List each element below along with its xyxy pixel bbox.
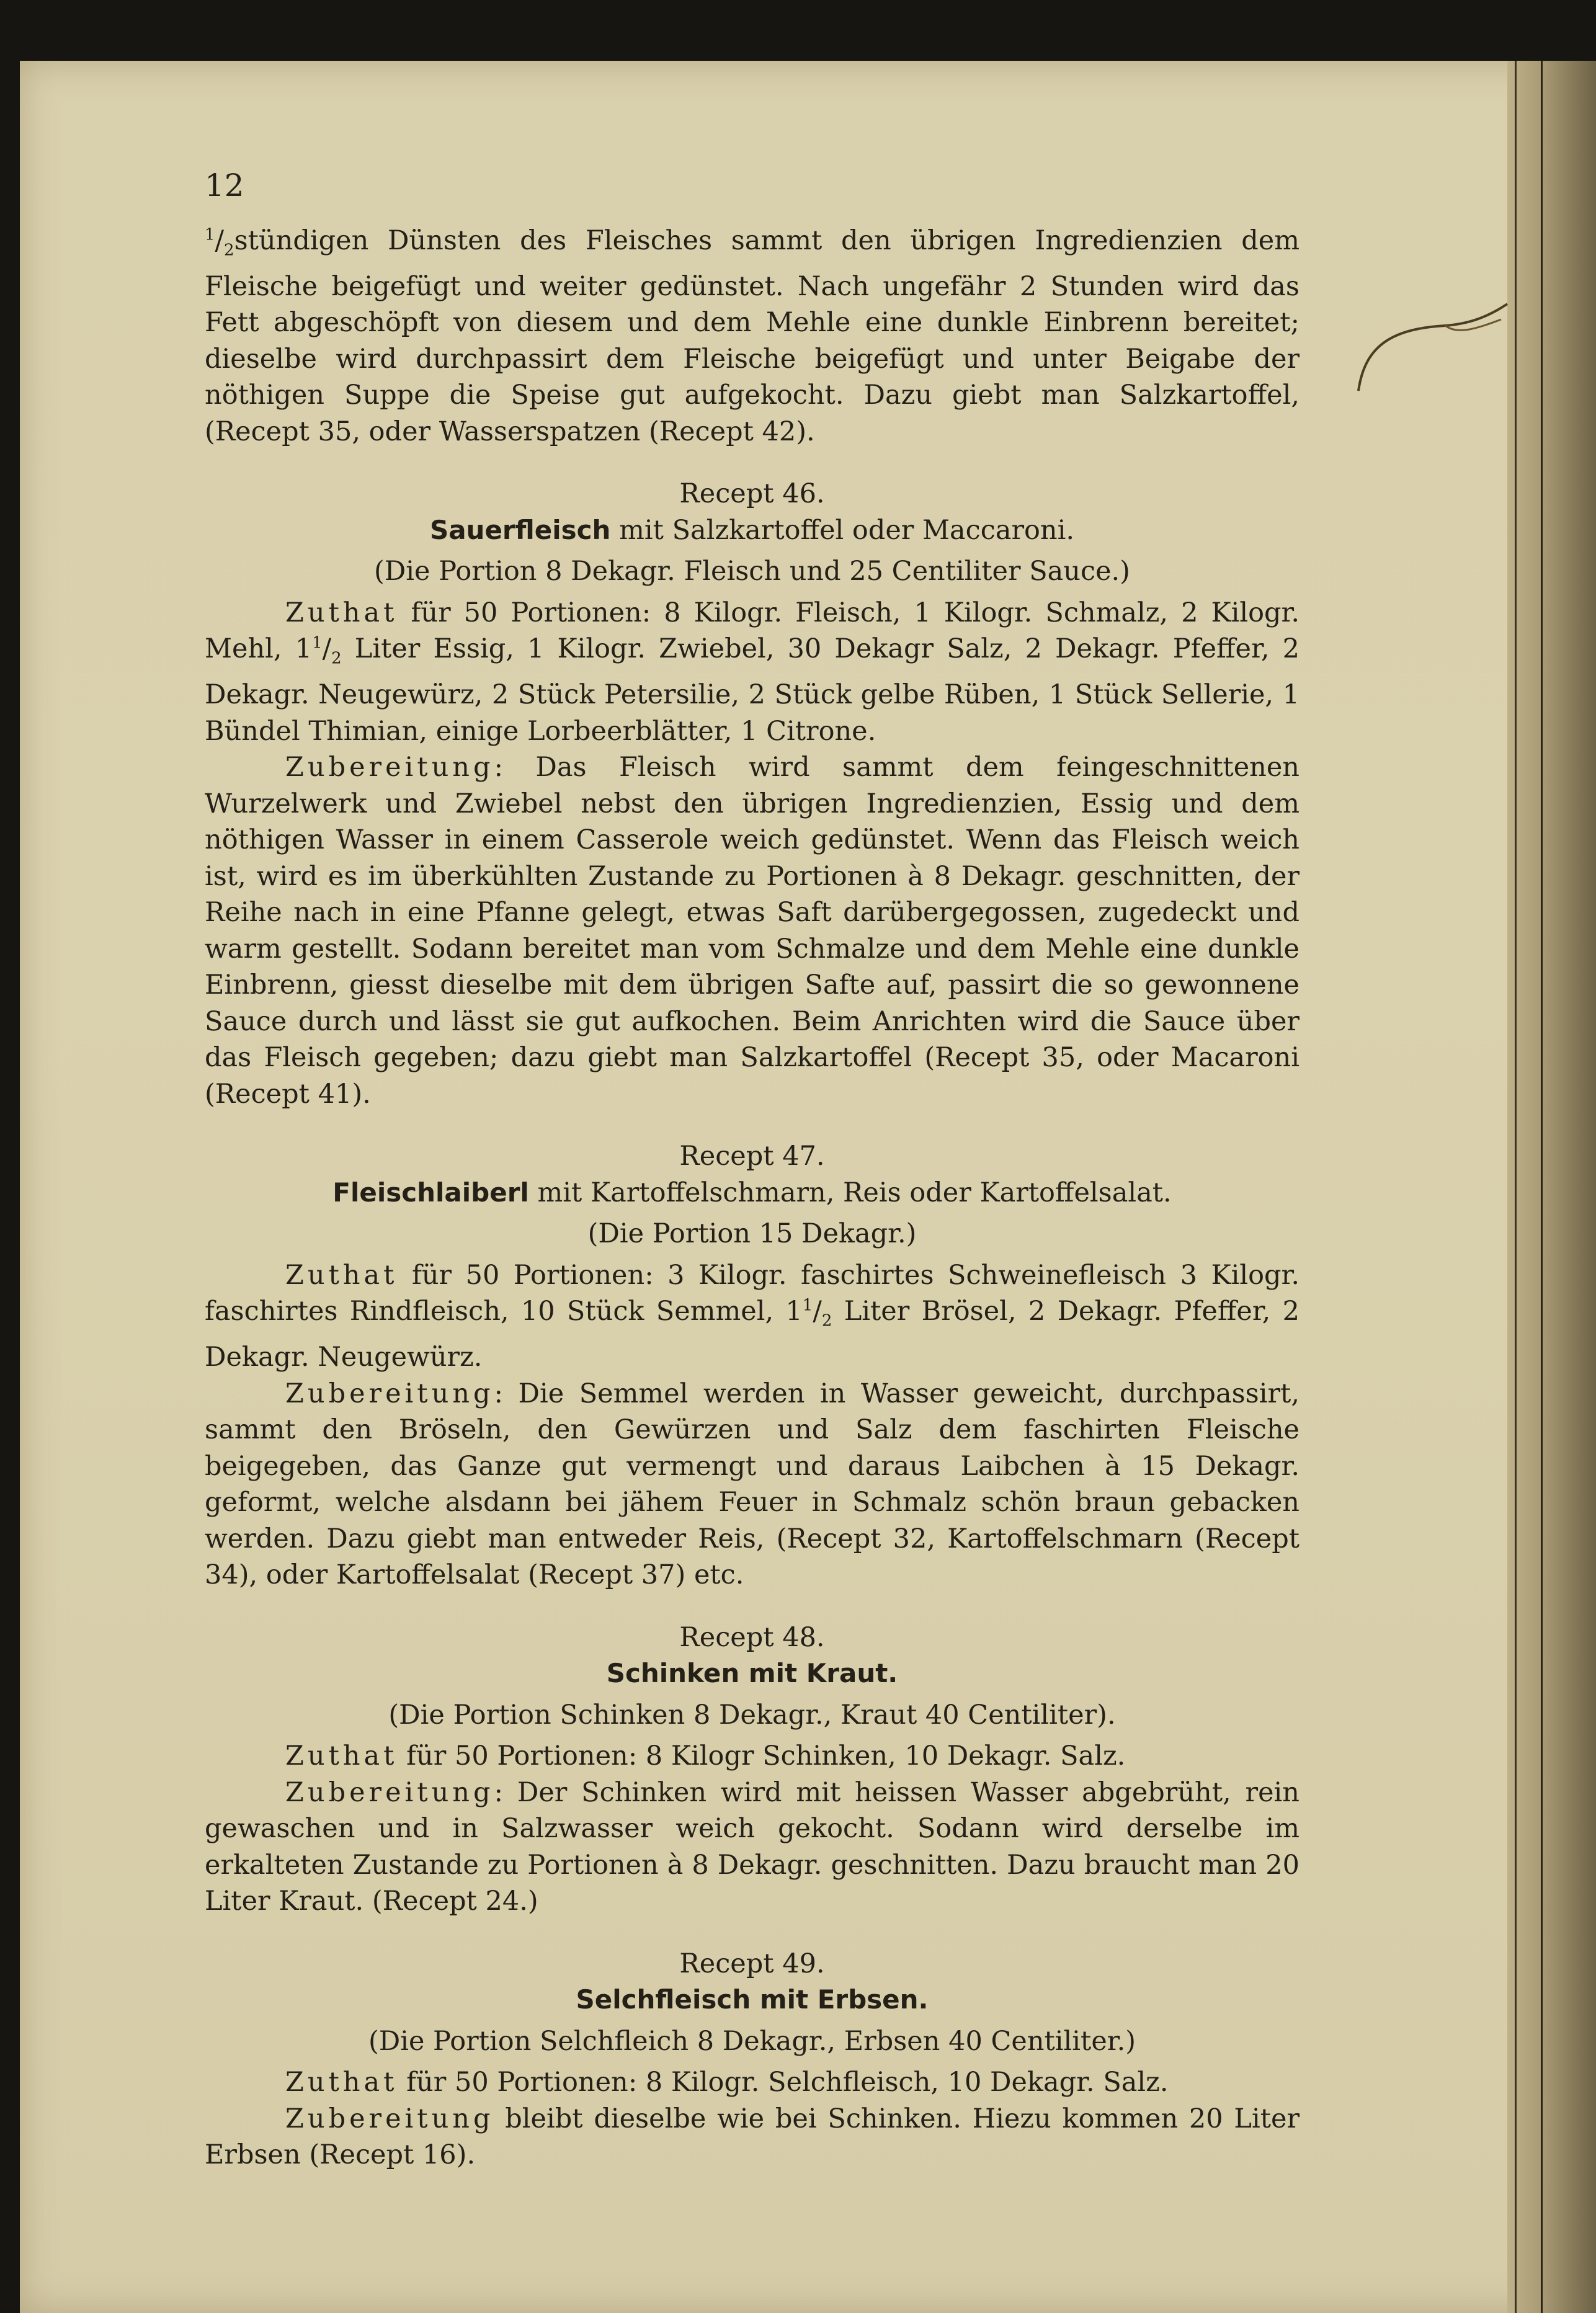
zubereitung-label: Zubereitung [285, 1776, 494, 1808]
zuthat-text-cont: Liter Essig, 1 Kilogr. Zwiebel, 30 Dekagr Salz, 2 Dekagr. Pfeffer, 2 Dekagr. Neugewürz, 2 Stück Petersilie, 2 Stück gelbe Rüben, 1 Stück Sellerie, 1 Bündel Thimian, einige Lorbeerblätter, 1 Citrone. [205, 633, 1300, 747]
recipe-zuthat: Zuthat für 50 Portionen: 8 Kilogr. Fleisch, 1 Kilogr. Schmalz, 2 Kilogr. Mehl, $1^1/_2$ Liter Essig, 1 Kilogr. Zwiebel, 30 Dekagr Salz, 2 Dekagr. Pfeffer, 2 Dekagr. Neugewürz, 2 Stück Petersilie, 2 Stück gelbe Rüben, 1 Stück Sellerie, 1 Bündel Thimian, einige Lorbeerblätter, 1 Citrone. [205, 597, 1300, 747]
recipe-title [205, 1656, 1300, 1692]
zubereitung-text: bleibt dieselbe wie bei Schinken. Hiezu kommen 20 Liter Erbsen (Recept 16). [205, 2103, 1300, 2171]
page-edge [1507, 61, 1596, 2313]
zuthat-text: für 50 Portionen: 8 Kilogr Schinken, 10 Dekagr. Salz. [398, 1740, 1126, 1772]
zuthat-label: Zuthat [285, 597, 398, 628]
recipe-portion: (Die Portion Schinken 8 Dekagr., Kraut 40 Centiliter). [388, 1699, 1116, 1731]
zubereitung-label: Zubereitung [285, 2103, 494, 2134]
recipe-zuthat [205, 1738, 1300, 1775]
recipe-portion: (Die Portion 8 Dekagr. Fleisch und 25 Centiliter Sauce.) [374, 556, 1130, 587]
recipe-number: Recept 49. [679, 1948, 825, 1979]
zubereitung-text: : Die Semmel werden in Wasser geweicht, durchpassirt, sammt den Bröseln, den Gewürzen und Salz dem faschirten Fleische beigegeben, das Ganze gut vermengt und daraus Laibchen à 15 Dekagr. geformt, welche alsdann bei jähem Feuer in Schmalz schön braun gebacken werden. Dazu giebt man entweder Reis, (Recept 32, Kartoffelschmarn (Recept 34), oder Kartoffelsalat (Recept 37) etc. [205, 1378, 1300, 1591]
recipe-portion: (Die Portion 15 Dekagr.) [587, 1218, 917, 1250]
recipe-title [205, 1175, 1300, 1211]
zubereitung-text: : Der Schinken wird mit heissen Wasser abgebrüht, rein gewaschen und in Salzwasser weich gekocht. Sodann wird derselbe im erkalteten Zustande zu Portionen à 8 Dekagr. geschnitten. Dazu braucht man 20 Liter Kraut. (Recept 24.) [205, 1776, 1300, 1917]
recipe-title [205, 512, 1300, 549]
recipe-zuthat [205, 2064, 1300, 2101]
recipe-zuthat: Zuthat für 50 Portionen: 3 Kilogr. faschirtes Schweinefleisch 3 Kilogr. faschirtes Rindfleisch, 10 Stück Semmel, $1^1/_2$ Liter Brösel, 2 Dekagr. Pfeffer, 2 Dekagr. Neugewürz. [205, 1259, 1300, 1373]
zuthat-label: Zuthat [285, 1740, 398, 1772]
zuthat-text: für 50 Portionen: 3 Kilogr. faschirtes Schweinefleisch 3 Kilogr. faschirtes Rindfleisch, 10 Stück Semmel, 1 [205, 1259, 1300, 1327]
recipe-number: Recept 48. [679, 1621, 825, 1653]
recipe [205, 1620, 1300, 1920]
recipe-zubereitung [205, 1775, 1300, 1920]
zuthat-label: Zuthat [285, 1259, 398, 1291]
recipe-number: Recept 47. [679, 1141, 825, 1172]
recipe-title-bold: Schinken mit Kraut. [606, 1658, 898, 1689]
page-number: 12 [205, 167, 244, 203]
zuthat-text-cont: Liter Brösel, 2 Dekagr. Pfeffer, 2 Dekagr. Neugewürz. [205, 1296, 1300, 1373]
edge-line [1515, 61, 1517, 2313]
intro-paragraph: $^1/_2stündigen$ Dünsten des Fleisches sammt den übrigen Ingredienzien dem Fleische beigefügt und weiter gedünstet. Nach ungefähr 2 Stunden wird das Fett abgeschöpft von diesem und dem Mehle eine dunkle Einbrenn bereitet; dieselbe wird durchpassirt dem Fleische beigefügt und unter Beigabe der nöthigen Suppe die Speise gut aufgekocht. Dazu giebt man Salzkartoffel, (Recept 35, oder Wasserspatzen (Recept 42). [205, 225, 1300, 447]
binding-thread-icon [1352, 292, 1514, 403]
intro-text: stündigen Dünsten des Fleisches sammt den übrigen Ingredienzien dem Fleische beigefügt und weiter gedünstet. Nach ungefähr 2 Stunden wird das Fett abgeschöpft von diesem und dem Mehle eine dunkle Einbrenn bereitet; dieselbe wird durchpassirt dem Fleische beigefügt und unter Beigabe der nöthigen Suppe die Speise gut aufgekocht. Dazu giebt man Salzkartoffel, (Recept 35, oder Wasserspatzen (Recept 42). [205, 225, 1300, 447]
recipe-title-bold: Fleischlaiberl [332, 1177, 529, 1208]
page-content [205, 167, 1300, 2173]
recipe-title-rest: mit Salzkartoffel oder Maccaroni. [610, 514, 1075, 546]
recipe-title-bold: Sauerfleisch [429, 514, 611, 545]
zuthat-text: für 50 Portionen: 8 Kilogr. Selchfleisch, 10 Dekagr. Salz. [398, 2067, 1169, 2098]
zubereitung-text: : Das Fleisch wird sammt dem feingeschnittenen Wurzelwerk und Zwiebel nebst den übrigen Ingredienzien, Essig und dem nöthigen Wasser in einem Casserole weich gedünstet. Wenn das Fleisch weich ist, wird es im überkühlten Zustande zu Portionen à 8 Dekagr. geschnitten, der Reihe nach in eine Pfanne gelegt, etwas Saft darübergegossen, zugedeckt und warm gestellt. Sodann bereitet man vom Schmalze und dem Mehle eine dunkle Einbrenn, giesst dieselbe mit dem übrigen Safte auf, passirt die so gewonnene Sauce durch und lässt sie gut aufkochen. Beim Anrichten wird die Sauce über das Fleisch gegeben; dazu giebt man Salzkartoffel (Recept 35, oder Macaroni (Recept 41). [205, 752, 1300, 1110]
recipe [205, 476, 1300, 1112]
recipe-zubereitung [205, 749, 1300, 1112]
edge-line [1541, 61, 1543, 2313]
recipe-title [205, 1982, 1300, 2018]
zubereitung-label: Zubereitung [285, 752, 494, 783]
recipe-zubereitung [205, 1376, 1300, 1593]
recipe-portion: (Die Portion Selchfleich 8 Dekagr., Erbsen 40 Centiliter.) [368, 2025, 1136, 2057]
recipe-number: Recept 46. [679, 478, 825, 510]
zuthat-text: für 50 Portionen: 8 Kilogr. Fleisch, 1 Kilogr. Schmalz, 2 Kilogr. Mehl, 1 [205, 597, 1300, 665]
recipe [205, 1138, 1300, 1593]
recipe-title-rest: mit Kartoffelschmarn, Reis oder Kartoffelsalat. [528, 1177, 1172, 1208]
recipe [205, 1946, 1300, 2173]
recipe-zubereitung [205, 2101, 1300, 2173]
recipe-title-bold: Selchfleisch mit Erbsen. [576, 1984, 929, 2015]
zubereitung-label: Zubereitung [285, 1378, 494, 1409]
zuthat-label: Zuthat [285, 2067, 398, 2098]
